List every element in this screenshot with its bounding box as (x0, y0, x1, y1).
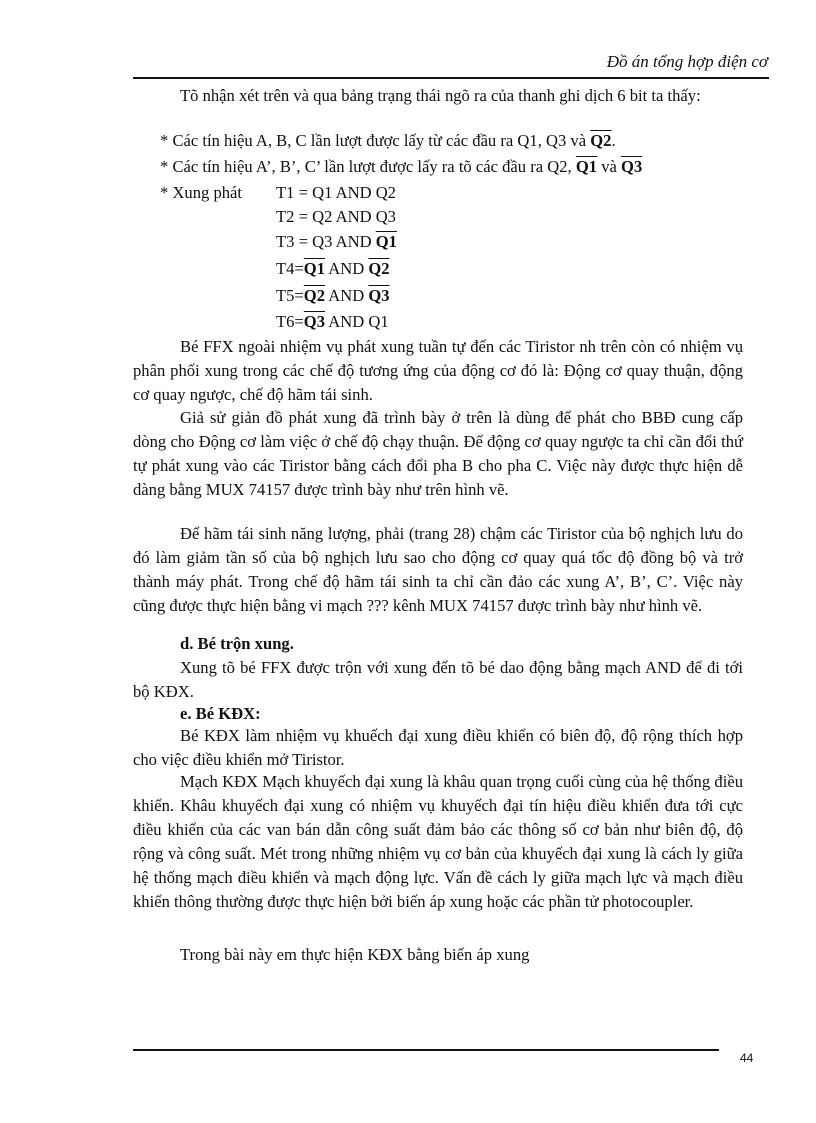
q3-bar-symbol: Q3 (303, 312, 326, 331)
paragraph-conclusion: Trong bài này em thực hiện KĐX bằng biến áp xung (180, 945, 530, 964)
paragraph-regenerative-braking: Để hãm tái sinh năng lượng, phải (trang 28) chậm các Tiristor của bộ nghịch lưu do đó làm giảm tần số của bộ nghịch lưu sao cho động cơ quay quá tốc độ đồng bộ và trở thành máy phát. Trong chế độ hãm tái sinh ta chỉ cần đảo các xung A’, B’, C’. Việc này cũng được thực hiện bằng vi mạch ??? kênh MUX 74157 được trình bày như hình vẽ. (133, 524, 743, 615)
q1-bar-symbol: Q1 (303, 259, 326, 278)
equation-t6-text: T6= (276, 312, 304, 331)
equation-t1: T1 = Q1 AND Q2 (276, 183, 396, 202)
q1-bar-symbol: Q1 (575, 157, 598, 176)
header-divider (133, 77, 769, 79)
bullet-signals-abc-end: . (611, 131, 616, 150)
page-number: 44 (740, 1051, 754, 1065)
bullet-signals-abc-text: * Các tín hiệu A, B, C lần lượt được lấy từ các đầu ra Q1, Q3 và (160, 131, 591, 150)
paragraph-amplifier-details: Mạch KĐX Mạch khuyếch đại xung là khâu quan trọng cuối cùng của hệ thống điều khiển. Khâu khuyếch đại xung có nhiệm vụ khuyếch đại tín hiệu điều khiển đưa tới cực điều khiển của các van bán dẫn công suất đảm bảo các thông số cơ bản như biên độ, độ rộng và công suất. Mét trong những nhiệm vụ cơ bản của khuyếch đại xung là cách ly giữa hệ thống mạch điều khiển và mạch động lực. Vấn đề cách ly giữa mạch lực và mạch điều khiển thông thường được thực hiện bởi biến áp xung hoặc các phần tử photocoupler. (133, 772, 743, 911)
paragraph-ffx-modes: Bé FFX ngoài nhiệm vụ phát xung tuần tự đến các Tiristor nh trên còn có nhiệm vụ phân phối xung trong các chế độ tương ứng của động cơ đó là: Động cơ quay thuận, động cơ quay ngược, chế độ hãm tái sinh. (133, 337, 743, 404)
equation-t3 (276, 230, 397, 254)
paragraph-reverse-rotation: Giả sử giản đồ phát xung đã trình bày ở trên là dùng để phát cho BBĐ cung cấp dòng cho Động cơ làm việc ở chế độ chạy thuận. Để động cơ quay ngược ta chỉ cần đổi thứ tự phát xung vào các Tiristor bằng cách đổi pha B cho pha C. Việc này được thực hiện dễ dàng bằng MUX 74157 được trình bày như trên hình vẽ. (133, 408, 743, 499)
q2-bar-symbol: Q2 (303, 286, 326, 305)
q3-bar-symbol: Q3 (368, 286, 390, 305)
equation-t5-text: T5= (276, 286, 304, 305)
equation-t6-rest: AND Q1 (325, 312, 389, 331)
equation-t4-and: AND (325, 259, 369, 278)
equation-t4-text: T4= (276, 259, 304, 278)
bullet-signals-abc (160, 129, 616, 153)
bullet-signals-abc-prime (160, 155, 642, 179)
equation-t4 (276, 257, 390, 281)
bullet-signals-prime-and: và (597, 157, 622, 176)
pulse-label: * Xung phát (160, 183, 243, 202)
paragraph-pulse-amplifier: Bé KĐX làm nhiệm vụ khuếch đại xung điều khiển có biên độ, độ rộng thích hợp cho việc điều khiển mở Tiristor. (133, 726, 743, 769)
q2-bar-symbol: Q2 (590, 131, 612, 150)
equation-t6 (276, 310, 389, 334)
heading-pulse-mixer: d. Bé trộn xung. (180, 634, 294, 653)
paragraph-pulse-mixer: Xung tõ bé FFX được trộn với xung đến tõ bé dao động bằng mạch AND để đi tới bộ KĐX. (133, 658, 743, 701)
footer-divider (133, 1049, 719, 1051)
equation-t3-text: T3 = Q3 AND (276, 232, 376, 251)
intro-paragraph: Tõ nhận xét trên và qua bảng trạng thái ngõ ra của thanh ghi dịch 6 bit ta thấy: (180, 86, 701, 105)
q1-bar-symbol: Q1 (375, 232, 397, 251)
equation-t2: T2 = Q2 AND Q3 (276, 207, 396, 226)
q2-bar-symbol: Q2 (368, 259, 390, 278)
equation-t5-and: AND (325, 286, 369, 305)
equation-t5 (276, 284, 390, 308)
bullet-signals-prime-text: * Các tín hiệu A’, B’, C’ lần lượt được lấy ra tõ các đầu ra Q2, (160, 157, 576, 176)
heading-pulse-amplifier: e. Bé KĐX: (180, 704, 261, 723)
q3-bar-symbol: Q3 (621, 157, 643, 176)
header-title: Đồ án tổng hợp điện cơ (606, 52, 768, 71)
